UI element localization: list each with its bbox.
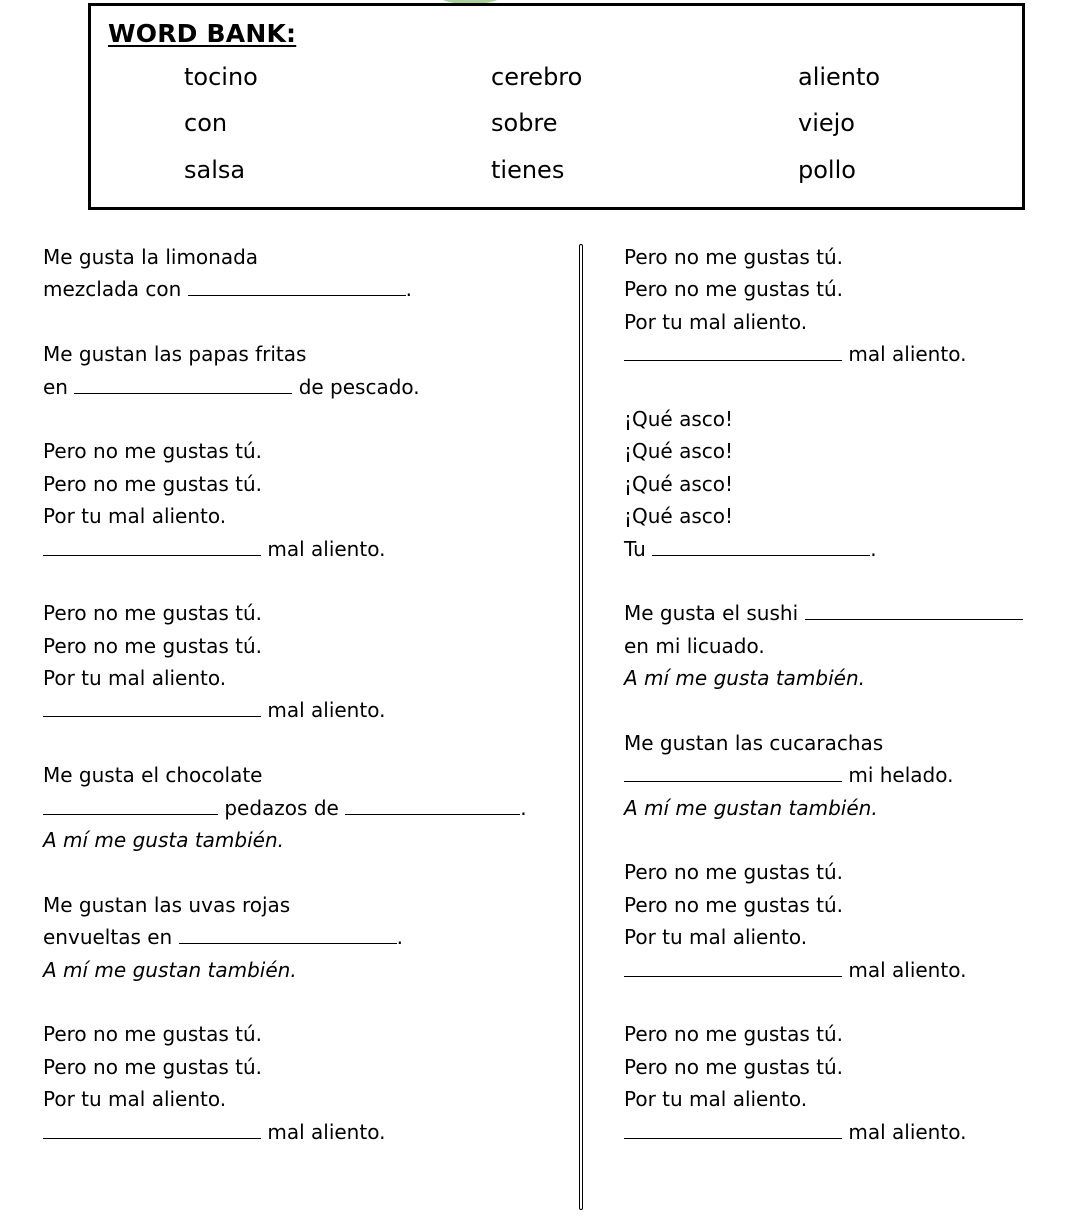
- word-bank-word: pollo: [798, 156, 856, 184]
- word-bank-word: salsa: [184, 156, 246, 184]
- lyric-line: en mi licuado.: [624, 633, 765, 658]
- word-bank-box: [88, 3, 1025, 210]
- fill-in-blank[interactable]: [624, 762, 842, 782]
- lyric-line: Pero no me gustas tú.: [624, 860, 843, 885]
- lyric-line: Por tu mal aliento.: [624, 1087, 808, 1112]
- lyric-line-with-blank: [43, 371, 563, 403]
- word-bank-word: tocino: [184, 63, 258, 91]
- word-bank-word: tienes: [491, 156, 565, 184]
- lyric-line-with-blank: [624, 759, 1074, 791]
- lyric-text: mal aliento.: [261, 1119, 386, 1144]
- lyric-text: .: [870, 536, 877, 561]
- lyric-line: ¡Qué asco!: [624, 406, 734, 431]
- lyric-line-with-blank: [43, 694, 563, 726]
- lyric-line-with-blank: [43, 792, 563, 824]
- lyric-text: en: [43, 374, 75, 399]
- lyric-line-with-blank: [624, 1116, 1074, 1148]
- fill-in-blank[interactable]: [652, 536, 870, 556]
- stanza-gap: [43, 403, 563, 435]
- word-bank-word: cerebro: [491, 63, 583, 91]
- stanza-gap: [43, 986, 563, 1018]
- lyric-text: .: [405, 277, 413, 302]
- lyric-text: .: [396, 925, 403, 950]
- stanza-gap: [624, 694, 1074, 726]
- word-bank-title: WORD BANK:: [108, 19, 297, 48]
- fill-in-blank[interactable]: [43, 795, 218, 815]
- lyric-line: Pero no me gustas tú.: [624, 892, 843, 917]
- lyric-text: mal aliento.: [842, 342, 967, 367]
- word-bank-word: viejo: [798, 109, 855, 137]
- word-bank-word: sobre: [491, 109, 558, 137]
- lyrics-right-column: [624, 241, 1074, 1148]
- lyrics-left-column: [43, 241, 563, 1148]
- lyric-line-with-blank: [43, 921, 563, 953]
- lyric-line: Pero no me gustas tú.: [43, 439, 262, 464]
- lyric-text: mal aliento.: [842, 957, 967, 982]
- lyric-line: Me gustan las uvas rojas: [43, 892, 291, 917]
- fill-in-blank[interactable]: [179, 924, 397, 944]
- lyric-line-with-blank: [624, 338, 1074, 370]
- fill-in-blank[interactable]: [805, 600, 1023, 620]
- fill-in-blank[interactable]: [43, 697, 261, 717]
- word-bank-word: con: [184, 109, 228, 137]
- stanza-gap: [43, 727, 563, 759]
- lyric-line: Me gusta el chocolate: [43, 763, 263, 788]
- lyric-line: Por tu mal aliento.: [624, 309, 808, 334]
- lyric-line: Pero no me gustas tú.: [43, 633, 262, 658]
- lyric-line: A mí me gustan también.: [624, 795, 878, 820]
- lyric-text: de pescado.: [292, 374, 420, 399]
- lyric-text: mi helado.: [842, 763, 954, 788]
- lyric-text: Tu: [624, 536, 653, 561]
- lyric-text: pedazos de: [218, 795, 346, 820]
- fill-in-blank[interactable]: [188, 276, 406, 296]
- lyric-line: Pero no me gustas tú.: [624, 277, 843, 302]
- lyric-line: Pero no me gustas tú.: [624, 1054, 843, 1079]
- fill-in-blank[interactable]: [43, 1119, 261, 1139]
- lyric-line: Por tu mal aliento.: [43, 1087, 227, 1112]
- lyric-line-with-blank: [624, 954, 1074, 986]
- lyric-text: envueltas en: [43, 925, 179, 950]
- lyric-text: mal aliento.: [842, 1119, 967, 1144]
- fill-in-blank[interactable]: [345, 795, 520, 815]
- fill-in-blank[interactable]: [624, 957, 842, 977]
- word-bank-word: aliento: [798, 63, 881, 91]
- lyric-line-with-blank: [43, 533, 563, 565]
- lyric-line: ¡Qué asco!: [624, 504, 734, 529]
- column-divider: [579, 244, 583, 1210]
- lyric-line: Pero no me gustas tú.: [43, 1054, 262, 1079]
- lyric-line: A mí me gustan también.: [43, 957, 297, 982]
- lyric-line: Me gusta la limonada: [43, 245, 259, 269]
- lyric-line: ¡Qué asco!: [624, 471, 734, 496]
- lyric-text: mal aliento.: [261, 536, 386, 561]
- lyric-line-with-blank: [43, 273, 563, 305]
- lyric-line-with-blank: [624, 533, 1074, 565]
- lyric-line: Pero no me gustas tú.: [624, 245, 843, 269]
- lyric-line: Por tu mal aliento.: [43, 504, 227, 529]
- lyric-line-with-blank: [43, 1116, 563, 1148]
- lyric-line: Pero no me gustas tú.: [624, 1022, 843, 1047]
- stanza-gap: [624, 824, 1074, 856]
- lyric-line: Me gustan las cucarachas: [624, 730, 884, 755]
- lyric-text: .: [520, 795, 527, 820]
- fill-in-blank[interactable]: [624, 1119, 842, 1139]
- stanza-gap: [624, 371, 1074, 403]
- stanza-gap: [43, 306, 563, 338]
- lyric-line: Por tu mal aliento.: [624, 925, 808, 950]
- fill-in-blank[interactable]: [43, 536, 261, 556]
- lyric-text: mezclada con: [43, 277, 188, 302]
- fill-in-blank[interactable]: [624, 341, 842, 361]
- lyric-line: A mí me gusta también.: [624, 666, 865, 691]
- lyric-line: A mí me gusta también.: [43, 828, 284, 853]
- stanza-gap: [43, 856, 563, 888]
- lyric-line: Pero no me gustas tú.: [43, 471, 262, 496]
- lyric-line: Pero no me gustas tú.: [43, 1022, 262, 1047]
- lyric-line: Por tu mal aliento.: [43, 666, 227, 691]
- stanza-gap: [624, 986, 1074, 1018]
- stanza-gap: [624, 565, 1074, 597]
- fill-in-blank[interactable]: [74, 374, 292, 394]
- lyric-text: Me gusta el sushi: [624, 601, 805, 626]
- lyric-line: Pero no me gustas tú.: [43, 601, 262, 626]
- lyric-line-with-blank: [624, 597, 1074, 629]
- lyric-text: mal aliento.: [261, 698, 386, 723]
- stanza-gap: [43, 565, 563, 597]
- lyric-line: Me gustan las papas fritas: [43, 342, 307, 367]
- lyric-line: ¡Qué asco!: [624, 439, 734, 464]
